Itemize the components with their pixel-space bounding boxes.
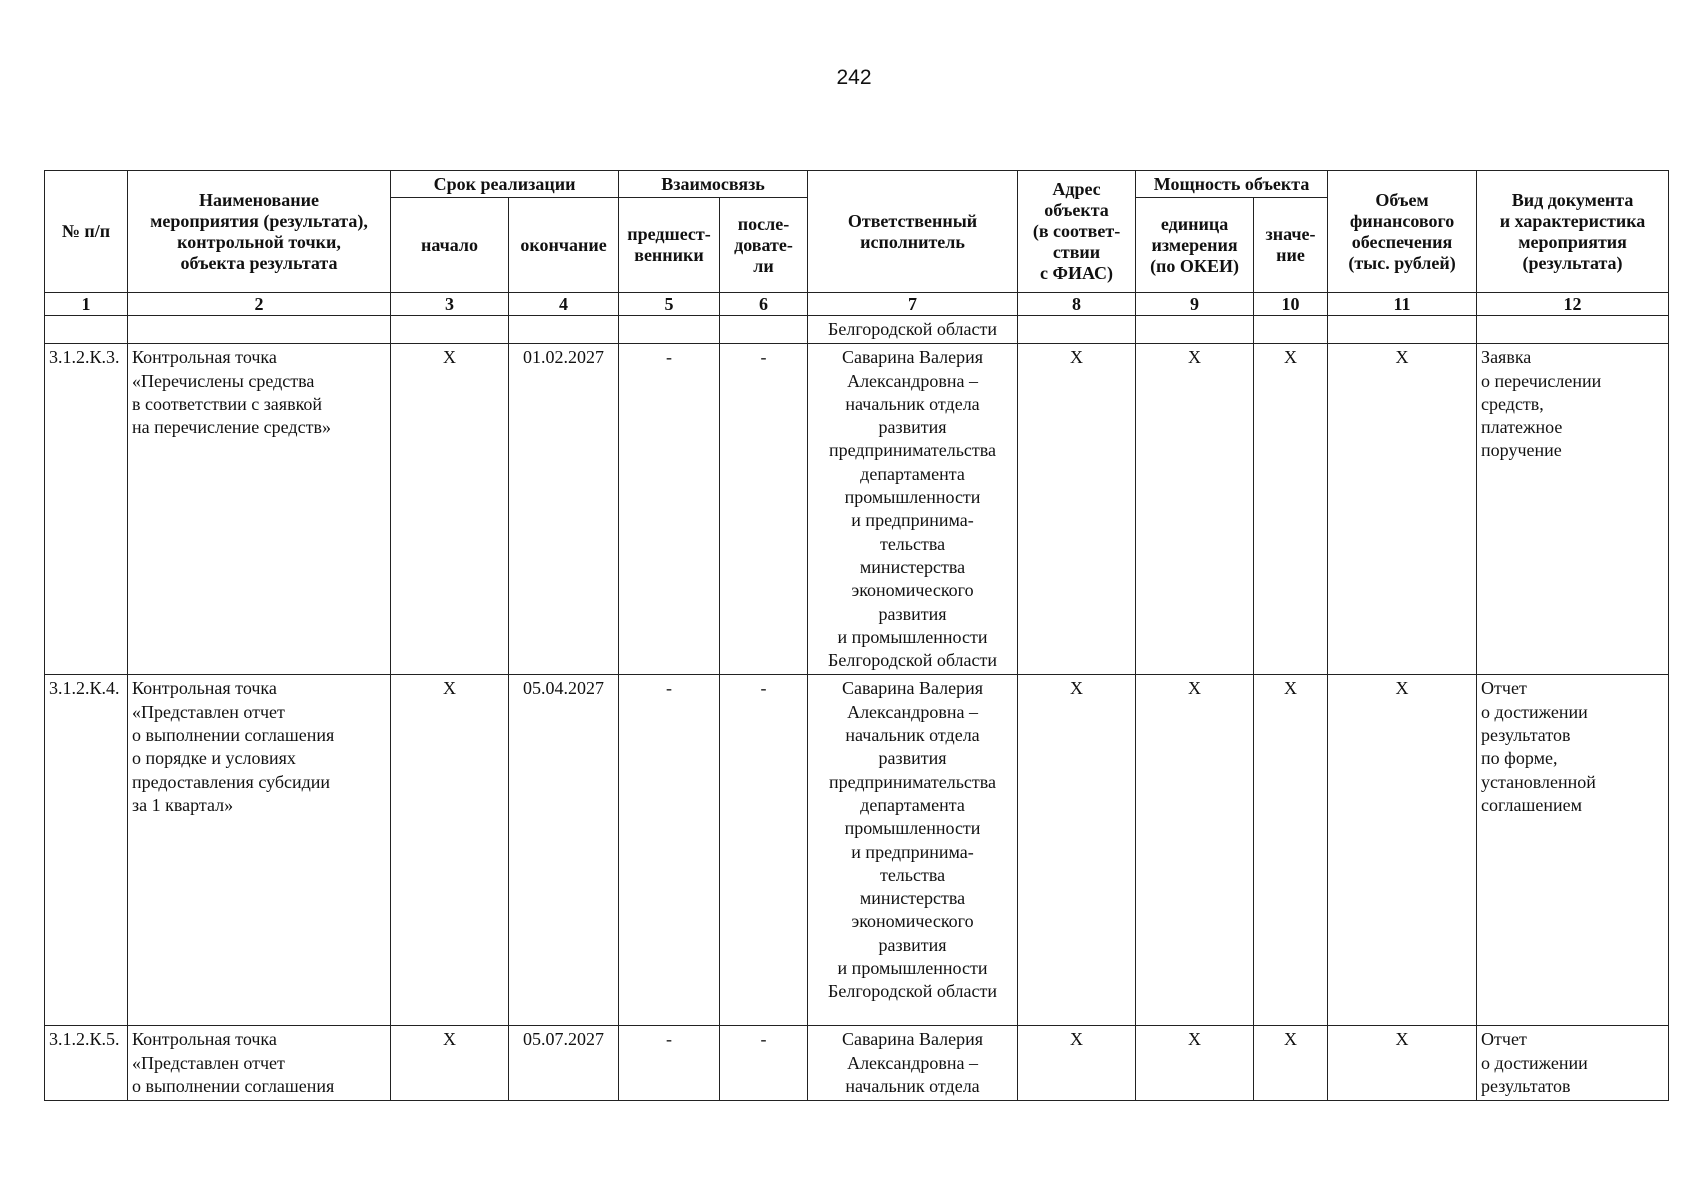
row-successors: - bbox=[720, 1026, 808, 1101]
row-number: 3.1.2.К.5. bbox=[45, 1026, 128, 1101]
row-value: X bbox=[1254, 675, 1328, 1026]
column-number: 2 bbox=[128, 293, 391, 316]
column-number: 9 bbox=[1136, 293, 1254, 316]
column-number: 8 bbox=[1018, 293, 1136, 316]
row-address: X bbox=[1018, 1026, 1136, 1101]
row-start: X bbox=[391, 675, 509, 1026]
header-link-group: Взаимосвязь bbox=[619, 171, 808, 198]
row-finance: X bbox=[1328, 675, 1477, 1026]
row-unit: X bbox=[1136, 344, 1254, 675]
page-number: 242 bbox=[836, 66, 872, 89]
row-responsible: Саварина Валерия Александровна – начальник отдела развития предпринимательства департамента промышленности и предпринима- тельства министерства экономического развития и промышленности Белгородской области bbox=[808, 675, 1018, 1026]
header-num: № п/п bbox=[45, 171, 128, 293]
header-successors: после- довате- ли bbox=[720, 198, 808, 293]
measures-table bbox=[44, 170, 1669, 1101]
row-address: X bbox=[1018, 344, 1136, 675]
header-start: начало bbox=[391, 198, 509, 293]
header-unit: единица измерения (по ОКЕИ) bbox=[1136, 198, 1254, 293]
row-start: X bbox=[391, 344, 509, 675]
row-name: Контрольная точка «Представлен отчет о выполнении соглашения о порядке и условиях предоставления субсидии за 1 квартал» bbox=[128, 675, 391, 1026]
header-address: Адрес объекта (в соответ- ствии с ФИАС) bbox=[1018, 171, 1136, 293]
row-end: 01.02.2027 bbox=[509, 344, 619, 675]
header-term-group: Срок реализации bbox=[391, 171, 619, 198]
table-row bbox=[45, 1026, 1669, 1101]
column-number: 4 bbox=[509, 293, 619, 316]
carry-over-text: Белгородской области bbox=[808, 316, 1018, 344]
row-value: X bbox=[1254, 344, 1328, 675]
row-unit: X bbox=[1136, 675, 1254, 1026]
row-value: X bbox=[1254, 1026, 1328, 1101]
row-responsible: Саварина Валерия Александровна – начальник отдела bbox=[808, 1026, 1018, 1101]
row-predecessors: - bbox=[619, 675, 720, 1026]
table-row bbox=[45, 675, 1669, 1026]
header-predecessors: предшест- венники bbox=[619, 198, 720, 293]
row-name: Контрольная точка «Перечислены средства в соответствии с заявкой на перечисление средств» bbox=[128, 344, 391, 675]
carry-over-row bbox=[45, 316, 1669, 344]
column-number: 10 bbox=[1254, 293, 1328, 316]
row-unit: X bbox=[1136, 1026, 1254, 1101]
header-document: Вид документа и характеристика мероприятия (результата) bbox=[1477, 171, 1669, 293]
header-finance: Объем финансового обеспечения (тыс. рублей) bbox=[1328, 171, 1477, 293]
column-number-row bbox=[45, 293, 1669, 316]
header-row-top bbox=[45, 171, 1669, 198]
row-finance: X bbox=[1328, 344, 1477, 675]
row-document: Отчет о достижении результатов bbox=[1477, 1026, 1669, 1101]
header-power-group: Мощность объекта bbox=[1136, 171, 1328, 198]
row-predecessors: - bbox=[619, 1026, 720, 1101]
row-end: 05.07.2027 bbox=[509, 1026, 619, 1101]
row-document: Отчет о достижении результатов по форме, установленной соглашением bbox=[1477, 675, 1669, 1026]
column-number: 1 bbox=[45, 293, 128, 316]
header-responsible: Ответственный исполнитель bbox=[808, 171, 1018, 293]
column-number: 11 bbox=[1328, 293, 1477, 316]
row-predecessors: - bbox=[619, 344, 720, 675]
column-number: 3 bbox=[391, 293, 509, 316]
header-value: значе- ние bbox=[1254, 198, 1328, 293]
row-document: Заявка о перечислении средств, платежное поручение bbox=[1477, 344, 1669, 675]
row-address: X bbox=[1018, 675, 1136, 1026]
row-start: X bbox=[391, 1026, 509, 1101]
row-name: Контрольная точка «Представлен отчет о выполнении соглашения bbox=[128, 1026, 391, 1101]
header-end: окончание bbox=[509, 198, 619, 293]
row-number: 3.1.2.К.4. bbox=[45, 675, 128, 1026]
row-successors: - bbox=[720, 675, 808, 1026]
row-successors: - bbox=[720, 344, 808, 675]
column-number: 12 bbox=[1477, 293, 1669, 316]
row-end: 05.04.2027 bbox=[509, 675, 619, 1026]
column-number: 7 bbox=[808, 293, 1018, 316]
row-responsible: Саварина Валерия Александровна – начальник отдела развития предпринимательства департамента промышленности и предпринима- тельства министерства экономического развития и промышленности Белгородской области bbox=[808, 344, 1018, 675]
column-number: 6 bbox=[720, 293, 808, 316]
table-row bbox=[45, 344, 1669, 675]
row-finance: X bbox=[1328, 1026, 1477, 1101]
row-number: 3.1.2.К.3. bbox=[45, 344, 128, 675]
column-number: 5 bbox=[619, 293, 720, 316]
header-name: Наименование мероприятия (результата), контрольной точки, объекта результата bbox=[128, 171, 391, 293]
